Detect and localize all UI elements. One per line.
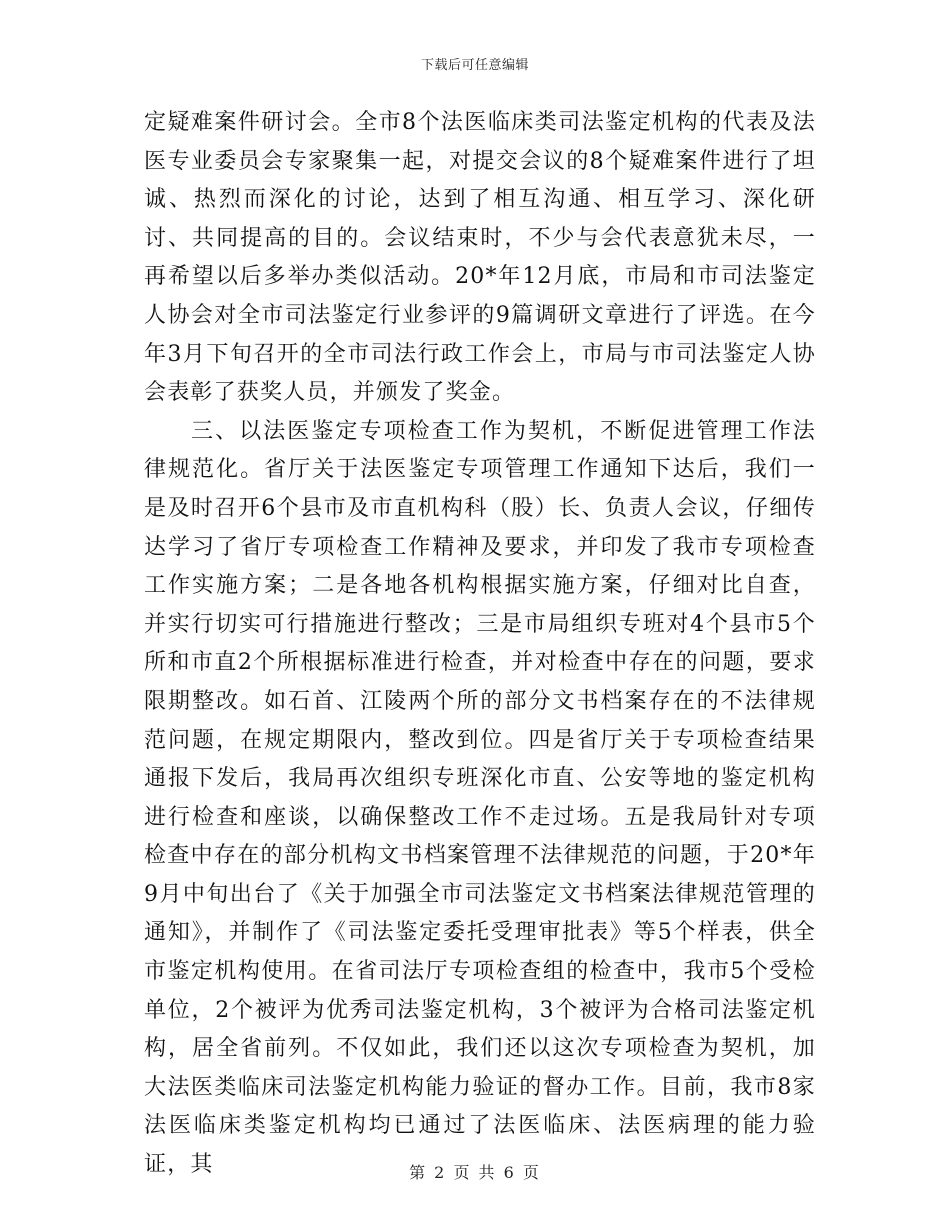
page-number: 第 2 页 共 6 页 bbox=[409, 1163, 541, 1182]
document-body bbox=[144, 104, 816, 1185]
body-paragraph: 定疑难案件研讨会。全市8个法医临床类司法鉴定机构的代表及法医专业委员会专家聚集一起，对提交会议的8个疑难案件进行了坦诚、热烈而深化的讨论，达到了相互沟通、相互学习、深化研讨、共同提高的目的。会议结束时，不少与会代表意犹未尽，一再希望以后多举办类似活动。20*年12月底，市局和市司法鉴定人协会对全市司法鉴定行业参评的9篇调研文章进行了评选。在今年3月下旬召开的全市司法行政工作会上，市局与市司法鉴定人协会表彰了获奖人员，并颁发了奖金。 bbox=[144, 110, 816, 406]
body-paragraph: 三、以法医鉴定专项检查工作为契机，不断促进管理工作法律规范化。省厅关于法医鉴定专项管理工作通知下达后，我们一是及时召开6个县市及市直机构科（股）长、负责人会议，仔细传达学习了省厅专项检查工作精神及要求，并印发了我市专项检查工作实施方案；二是各地各机构根据实施方案，仔细对比自查，并实行切实可行措施进行整改；三是市局组织专班对4个县市5个所和市直2个所根据标准进行检查，并对检查中存在的问题，要求限期整改。如石首、江陵两个所的部分文书档案存在的不法律规范问题，在规定期限内，整改到位。四是省厅关于专项检查结果通报下发后，我局再次组织专班深化市直、公安等地的鉴定机构进行检查和座谈，以确保整改工作不走过场。五是我局针对专项检查中存在的部分机构文书档案管理不法律规范的问题，于20*年9月中旬出台了《关于加强全市司法鉴定文书档案法律规范管理的通知》，并制作了《司法鉴定委托受理审批表》等5个样表，供全市鉴定机构使用。在省司法厅专项检查组的检查中，我市5个受检单位，2个被评为优秀司法鉴定机构，3个被评为合格司法鉴定机构，居全省前列。不仅如此，我们还以这次专项检查为契机，加大法医类临床司法鉴定机构能力验证的督办工作。目前，我市8家法医临床类鉴定机构均已通过了法医临床、法医病理的能力验证，其 bbox=[144, 418, 816, 1178]
page-header: 下载后可任意编辑 bbox=[420, 58, 529, 73]
